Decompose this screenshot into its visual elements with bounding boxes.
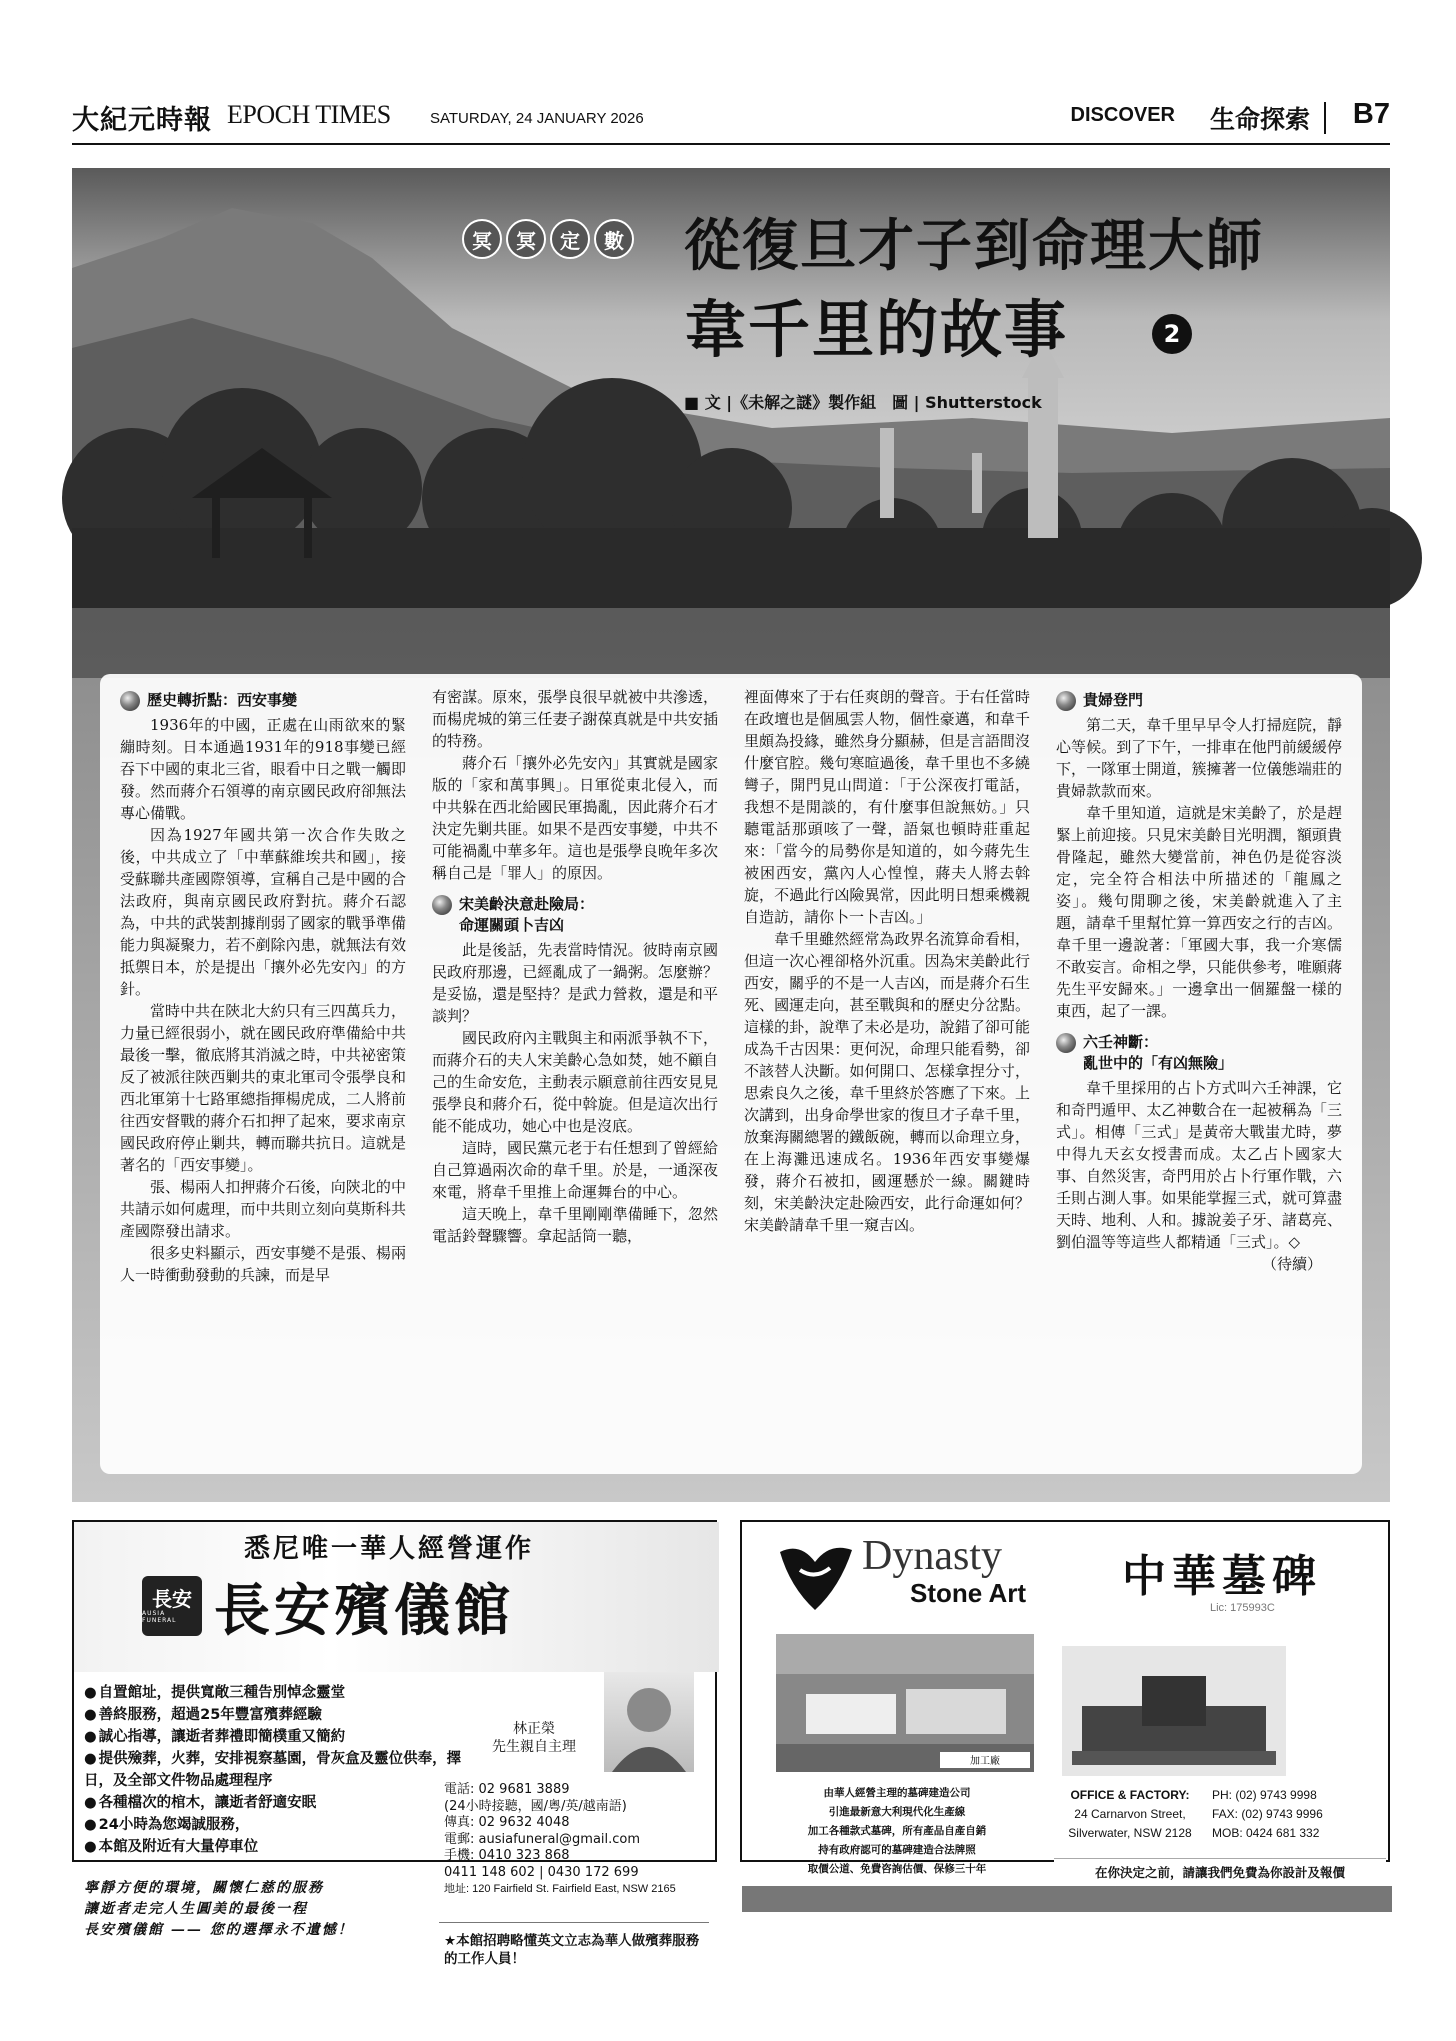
bullet-icon <box>120 691 140 711</box>
divider <box>439 1922 709 1923</box>
section-label-chinese: 生命探索 <box>1209 105 1310 134</box>
article-column-3 <box>744 686 1030 1474</box>
subheading: 歷史轉折點：西安事變 <box>120 690 406 711</box>
fax: 傳真: 02 9632 4048 <box>444 1815 570 1830</box>
header-divider <box>1324 102 1326 134</box>
contact-info <box>444 1782 708 1898</box>
list-item: ● 各種檔次的棺木，讓逝者舒適安眠 <box>84 1792 484 1814</box>
licence-number: Lic: 175993C <box>1210 1602 1275 1614</box>
header-rule <box>72 143 1390 145</box>
page-header <box>72 98 1390 138</box>
list-item: ● 本館及附近有大量停車位 <box>84 1836 484 1858</box>
tombstone-photo <box>1062 1646 1286 1776</box>
contact-numbers <box>1212 1786 1382 1843</box>
paragraph: 裡面傳來了于右任爽朗的聲音。于右任當時在政壇也是個風雲人物，個性豪邁，和韋千里頗為投緣，雖然身分顯赫，但是言語間沒什麼官腔。幾句寒暄過後，韋千里也不多繞彎子，開門見山問道：「于公深夜打電話，我想不是閒談的，有什麼事但說無妨。」只聽電話那頭咳了一聲，語氣也頓時莊重起來：「當今的局勢你是知道的，如今蔣先生被困西安，黨內人心惶惶，蔣夫人將去斡旋，不過此行凶險異常，因此明日想乘機親自造訪，請你卜一卜吉凶。」 <box>744 688 1030 926</box>
funeral-home-name: 長安殯儀館 <box>214 1578 514 1644</box>
bullet-icon <box>1056 1033 1076 1053</box>
factory-label: 加工廠 <box>970 1756 1000 1767</box>
part-number-badge: 2 <box>1152 314 1192 354</box>
list-item: ● 誠心指導，讓逝者葬禮即簡樸重又簡約 <box>84 1726 484 1748</box>
bullet-icon <box>1056 691 1076 711</box>
dove-logo-icon <box>770 1532 860 1622</box>
paragraph: 韋千里雖然經常為政界名流算命看相，但這一次心裡卻格外沉重。因為宋美齡此行西安，關乎的不是一人吉凶，而是蔣介石生死、國運走向，甚至戰與和的歷史分岔點。這樣的卦，說準了未必是功，說錯了卻可能成為千古因果：更何況，命理只能看勢，卻不該替人決斷。如何開口、怎樣拿捏分寸，思索良久之後，韋千里終於答應了下來。上次講到，出身命學世家的復旦才子韋千里，放棄海關總署的鐵飯碗，轉而以命理立身，在上海灘迅速成名。1936年西安事變爆發，蔣介石被扣，國運懸於一線。關鍵時刻，宋美齡決定赴險西安，此行命運如何？宋美齡請韋千里一窺吉凶。 <box>744 930 1030 1234</box>
email[interactable]: 電郵: ausiafuneral@gmail.com <box>444 1831 641 1847</box>
mobile[interactable]: 手機: 0410 323 868 <box>444 1848 570 1863</box>
paragraph: 很多史料顯示，西安事變不是張、楊兩人一時衝動發動的兵諫，而是早 <box>120 1244 406 1284</box>
fax: FAX: (02) 9743 9996 <box>1212 1807 1323 1821</box>
list-item: ● 提供殮葬，火葬，安排視察墓園，骨灰盒及靈位供奉，擇日，及全部文件物品處理程序 <box>84 1748 484 1792</box>
page-number: B7 <box>1352 98 1390 130</box>
kicker-char: 冥 <box>462 219 502 259</box>
factory-photo <box>776 1634 1034 1772</box>
paragraph: 這時，國民黨元老于右任想到了曾經給自己算過兩次命的韋千里。於是，一通深夜來電，將韋千里推上命運舞台的中心。 <box>432 1139 718 1201</box>
paragraph: 蔣介石「攘外必先安內」其實就是國家版的「家和萬事興」。日軍從東北侵入，而中共躲在西北給國民軍搗亂，因此蔣介石才決定先剿共匪。如果不是西安事變，中共不可能禍亂中華多年。這也是張學良晚年多次稱自己是「罪人」的原因。 <box>432 754 718 882</box>
article-column-1 <box>120 686 406 1474</box>
quote-call-to-action: 在你決定之前，請讓我們免費為你設計及報價 <box>1054 1858 1386 1884</box>
subheading: 六壬神斷： 亂世中的「有凶無險」 <box>1056 1032 1342 1074</box>
list-item: ● 善終服務，超過25年豐富殯葬經驗 <box>84 1704 484 1726</box>
director-credit: 林正榮 先生親自主理 <box>492 1721 576 1755</box>
paragraph: 當時中共在陝北大約只有三四萬兵力，力量已經很弱小，就在國民政府準備給中共最後一擊，徹底將其消滅之時，中共祕密策反了被派往陝西剿共的東北軍司令張學良和西北軍第十七路軍總指揮楊虎成，二人將前往西安督戰的蔣介石扣押了起來，要求南京國民政府停止剿共，轉而聯共抗日。這就是著名的「西安事變」。 <box>120 1002 406 1174</box>
funeral-logo-icon: 長安 AUSIA FUNERAL <box>142 1576 202 1636</box>
funeral-home-ad[interactable] <box>72 1520 717 1967</box>
company-description: 由華人經營主理的墓碑建造公司 引進最新意大利現代化生產線 加工各種款式墓碑，所有產品自產自銷 持有政府認可的墓碑建造合法牌照 取價公道、免費咨詢估價、保修三十年 <box>807 1787 987 1875</box>
director-portrait <box>604 1672 694 1772</box>
paragraph: 這天晚上，韋千里剛剛準備睡下，忽然電話鈴聲驟響。拿起話筒一聽， <box>432 1205 718 1245</box>
brand-subname: Stone Art <box>910 1578 1027 1608</box>
address: 地址: 120 Fairfield St. Fairfield East, NSW 2165 <box>444 1883 676 1895</box>
to-be-continued: （待續） <box>1261 1255 1322 1273</box>
section-label-english: DISCOVER <box>1070 104 1175 126</box>
phone[interactable]: 電話: 02 9681 3889 <box>444 1782 570 1797</box>
paragraph: 國民政府內主戰與主和兩派爭執不下，而蔣介石的夫人宋美齡心急如焚，她不顧自己的生命安危，主動表示願意前往西安見見張學良和蔣介石，從中斡旋。但是這次出行能不能成功，她心中也是沒底。 <box>432 1029 718 1135</box>
paragraph: 1936年的中國，正處在山雨欲來的緊繃時刻。日本通過1931年的918事變已經吞下中國的東北三省，眼看中日之戰一觸即發。然而蔣介石領導的南京國民政府卻無法專心備戰。 <box>120 716 406 822</box>
service-list <box>84 1682 484 1858</box>
masthead-chinese: 大紀元時報 <box>72 105 212 136</box>
article-hero <box>72 168 1390 1502</box>
series-kicker <box>462 219 634 259</box>
kicker-char: 冥 <box>506 219 546 259</box>
paragraph: 第二天，韋千里早早令人打掃庭院，靜心等候。到了下午，一排車在他門前緩緩停下，一隊軍士開道，簇擁著一位儀態端莊的貴婦款款而來。 <box>1056 716 1342 800</box>
hours: (24小時接聽，國/粵/英/越南語) <box>444 1798 627 1814</box>
list-item: ● 24小時為您竭誠服務， <box>84 1814 484 1836</box>
article-column-4 <box>1056 686 1342 1474</box>
list-item: ● 自置館址，提供寬敞三種告別悼念靈堂 <box>84 1682 484 1704</box>
dynasty-stone-art-ad[interactable] <box>740 1520 1390 1880</box>
paragraph: 韋千里採用的占卜方式叫六壬神課，它和奇門遁甲、太乙神數合在一起被稱為「三式」。相傳「三式」是黃帝大戰蚩尤時，夢中得九天玄女授書而成。太乙占卜國家大事、自然災害，奇門用於占卜行軍作戰，六壬則占測人事。如果能掌握三式，就可算盡天時、地利、人和。據說姜子牙、諸葛亮、劉伯溫等等這些人都精通「三式」。◇ <box>1056 1079 1342 1251</box>
article-column-2 <box>432 686 718 1474</box>
brand-chinese-name: 中華墓碑 <box>1122 1551 1322 1602</box>
brand-name: Dynasty <box>862 1533 1002 1579</box>
office-address: OFFICE & FACTORY: 24 Carnarvon Street, Silverwater, NSW 2128 <box>1068 1788 1192 1840</box>
headline-line-2: 韋千里的故事 <box>684 293 1069 366</box>
paragraph: 有密謀。原來，張學良很早就被中共滲透，而楊虎城的第三任妻子謝葆真就是中共安插的特務。 <box>432 688 718 750</box>
masthead-english: EPOCH TIMES <box>227 100 391 129</box>
paragraph: 因為1927年國共第一次合作失敗之後，中共成立了「中華蘇維埃共和國」，接受蘇聯共產國際領導，宣稱自己是中國的合法政府，與南京國民政府對抗。蔣介石認為，中共的武裝割據削弱了國家的戰爭準備能力與凝聚力，若不剷除內患，就無法有效抵禦日本，於是提出「攘外必先安內」的方針。 <box>120 826 406 998</box>
ad-tagline: 悉尼唯一華人經營運作 <box>244 1534 535 1564</box>
bullet-icon <box>432 895 452 915</box>
subheading: 貴婦登門 <box>1056 690 1342 711</box>
phone[interactable]: PH: (02) 9743 9998 <box>1212 1788 1317 1802</box>
mobile[interactable]: MOB: 0424 681 332 <box>1212 1826 1320 1840</box>
kicker-char: 數 <box>594 219 634 259</box>
decorative-strip <box>742 1886 1392 1912</box>
recruitment-note: ★本館招聘略懂英文立志為華人做殯葬服務的工作人員！ <box>444 1933 700 1967</box>
mobile[interactable]: 0411 148 602 | 0430 172 699 <box>444 1864 639 1880</box>
paragraph: 韋千里知道，這就是宋美齡了，於是趕緊上前迎接。只見宋美齡目光明潤，額頭貴骨隆起，雖然大變當前，神色仍是從容淡定，完全符合相法中所描述的「龍鳳之姿」。幾句閒聊之後，宋美齡就進入了主題，請韋千里幫忙算一算西安之行的吉凶。韋千里一邊說著：「軍國大事，我一介寒儒不敢妄言。命相之學，只能供參考，唯願蔣先生平安歸來。」一邊拿出一個羅盤一樣的東西，起了一課。 <box>1056 804 1342 1020</box>
byline: ■ 文 |《未解之謎》製作組 圖 | Shutterstock <box>684 393 1042 412</box>
subheading: 宋美齡決意赴險局： 命運關頭卜吉凶 <box>432 894 718 936</box>
ad-slogan: 寧靜方便的環境，關懷仁慈的服務 讓逝者走完人生圓美的最後一程 長安殯儀館 —— 您的選擇永不遺憾！ <box>84 1880 354 1938</box>
kicker-char: 定 <box>550 219 590 259</box>
article-body <box>100 674 1362 1474</box>
paragraph: 此是後話，先表當時情況。彼時南京國民政府那邊，已經亂成了一鍋粥。怎麼辦？是妥協，還是堅持？是武力營救，還是和平談判？ <box>432 941 718 1025</box>
paragraph: 張、楊兩人扣押蔣介石後，向陝北的中共請示如何處理，而中共則立刻向莫斯科共產國際發出請求。 <box>120 1178 406 1240</box>
headline-line-1: 從復旦才子到命理大師 <box>684 214 1264 279</box>
issue-date: SATURDAY, 24 JANUARY 2026 <box>430 110 644 127</box>
